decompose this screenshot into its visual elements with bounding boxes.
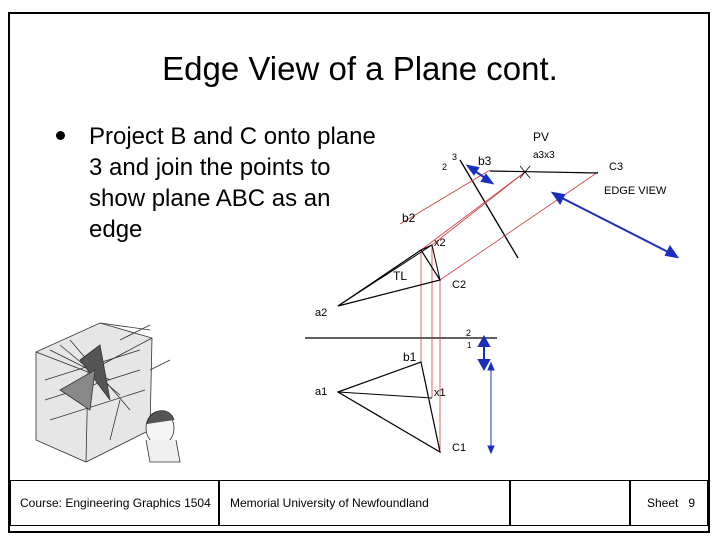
label-tl: TL xyxy=(393,269,408,283)
label-a2: a2 xyxy=(315,307,328,319)
label-fold23-top: 2 xyxy=(442,162,448,172)
label-a3x3: a3x3 xyxy=(533,150,555,161)
blue-dimension-thin xyxy=(488,363,494,453)
course-text: Course: Engineering Graphics 1504 xyxy=(20,496,211,510)
label-fold12-bottom: 1 xyxy=(467,341,472,350)
label-pv: PV xyxy=(533,130,550,144)
true-length-line xyxy=(338,245,432,306)
fold-line-2-3 xyxy=(460,160,518,258)
triangle-view-2 xyxy=(338,250,440,306)
label-x2: x2 xyxy=(434,237,446,249)
footer-course xyxy=(10,480,219,526)
observer-cube-illustration xyxy=(36,323,180,462)
label-edge-view: EDGE VIEW xyxy=(604,185,667,197)
sheet-number: 9 xyxy=(688,496,696,510)
label-c1: C1 xyxy=(452,442,467,454)
triangle-view-1 xyxy=(338,362,440,452)
label-c3: C3 xyxy=(609,161,624,173)
label-x1: x1 xyxy=(434,387,446,399)
label-b3: b3 xyxy=(478,154,492,168)
label-a1: a1 xyxy=(315,386,328,398)
label-fold12-top: 2 xyxy=(466,328,472,338)
label-fold23-bottom: 3 xyxy=(452,152,458,162)
slide-title: Edge View of a Plane cont. xyxy=(162,50,558,87)
projection-lines xyxy=(400,170,598,452)
footer-middle xyxy=(510,480,630,526)
footer-university xyxy=(219,480,510,526)
bullet-text: Project B and C onto plane 3 and join the points to show plane ABC as an edge xyxy=(89,123,376,243)
label-b2: b2 xyxy=(402,211,416,225)
edge-view-line xyxy=(490,171,598,173)
sheet-label: Sheet xyxy=(647,496,679,510)
footer-sheet xyxy=(630,480,708,526)
university-text: Memorial University of Newfoundland xyxy=(230,496,429,510)
label-b1: b1 xyxy=(403,350,417,364)
label-c2: C2 xyxy=(452,279,467,291)
